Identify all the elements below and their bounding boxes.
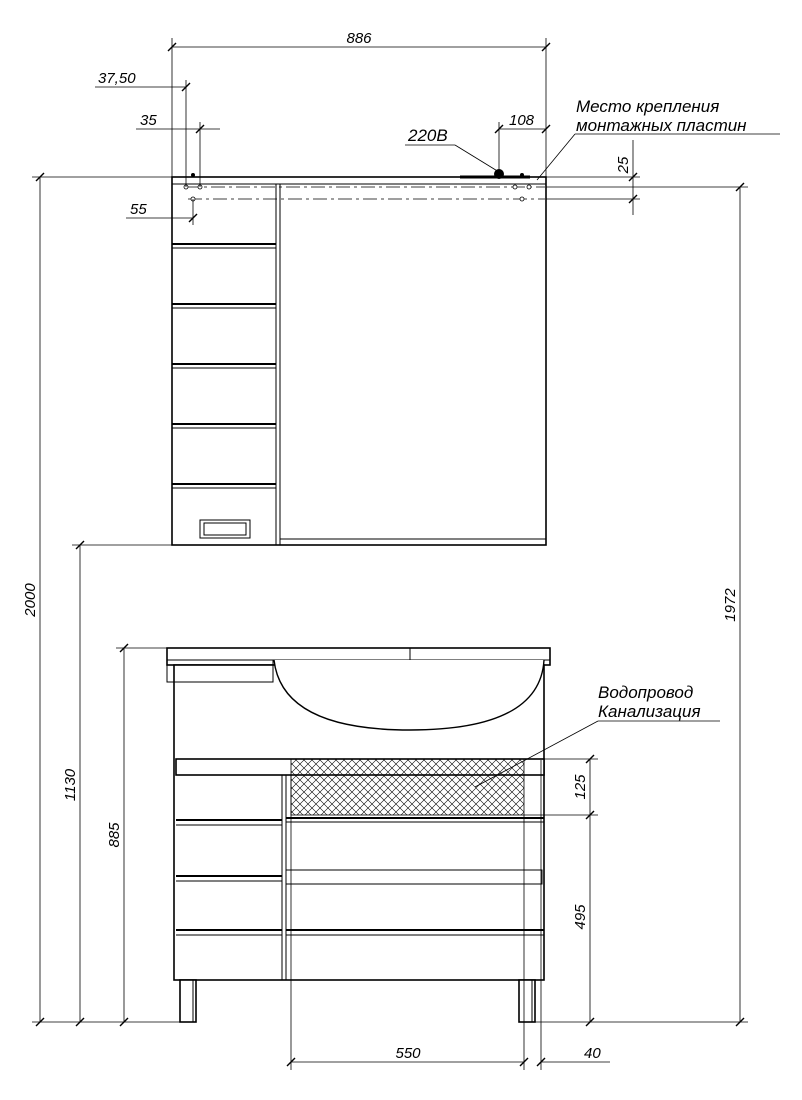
dim-pipe-edge: 40 <box>584 1045 601 1062</box>
dim-plate-drop: 25 <box>615 156 632 174</box>
dim-height-vanity: 885 <box>106 822 123 848</box>
note-mounting-line1: Место крепления <box>576 97 720 116</box>
dim-width-total: 886 <box>346 30 372 47</box>
dim-pipe-offset: 550 <box>395 1045 421 1062</box>
note-pipes-line1: Водопровод <box>598 683 694 702</box>
dim-height-mirror-top: 1972 <box>722 588 739 622</box>
vanity-unit <box>167 648 550 1022</box>
note-pipes-line2: Канализация <box>598 702 701 721</box>
power-label: 220В <box>408 126 448 145</box>
dim-height-total: 2000 <box>22 583 39 617</box>
dim-height-mirror-bottom: 1130 <box>62 768 79 802</box>
dim-offset-top-2: 35 <box>140 112 157 129</box>
dim-pipe-zone: 125 <box>572 774 589 800</box>
dim-pipe-height: 495 <box>572 904 589 930</box>
dim-offset-top-1: 37,50 <box>98 70 136 87</box>
vanity-legs <box>180 980 535 1022</box>
mirror-cabinet <box>172 169 546 545</box>
pipe-zone-hatch <box>291 759 524 815</box>
dim-offset-side: 55 <box>130 201 147 218</box>
note-mounting-line2: монтажных пластин <box>576 116 747 135</box>
dim-power-offset: 108 <box>509 112 535 129</box>
